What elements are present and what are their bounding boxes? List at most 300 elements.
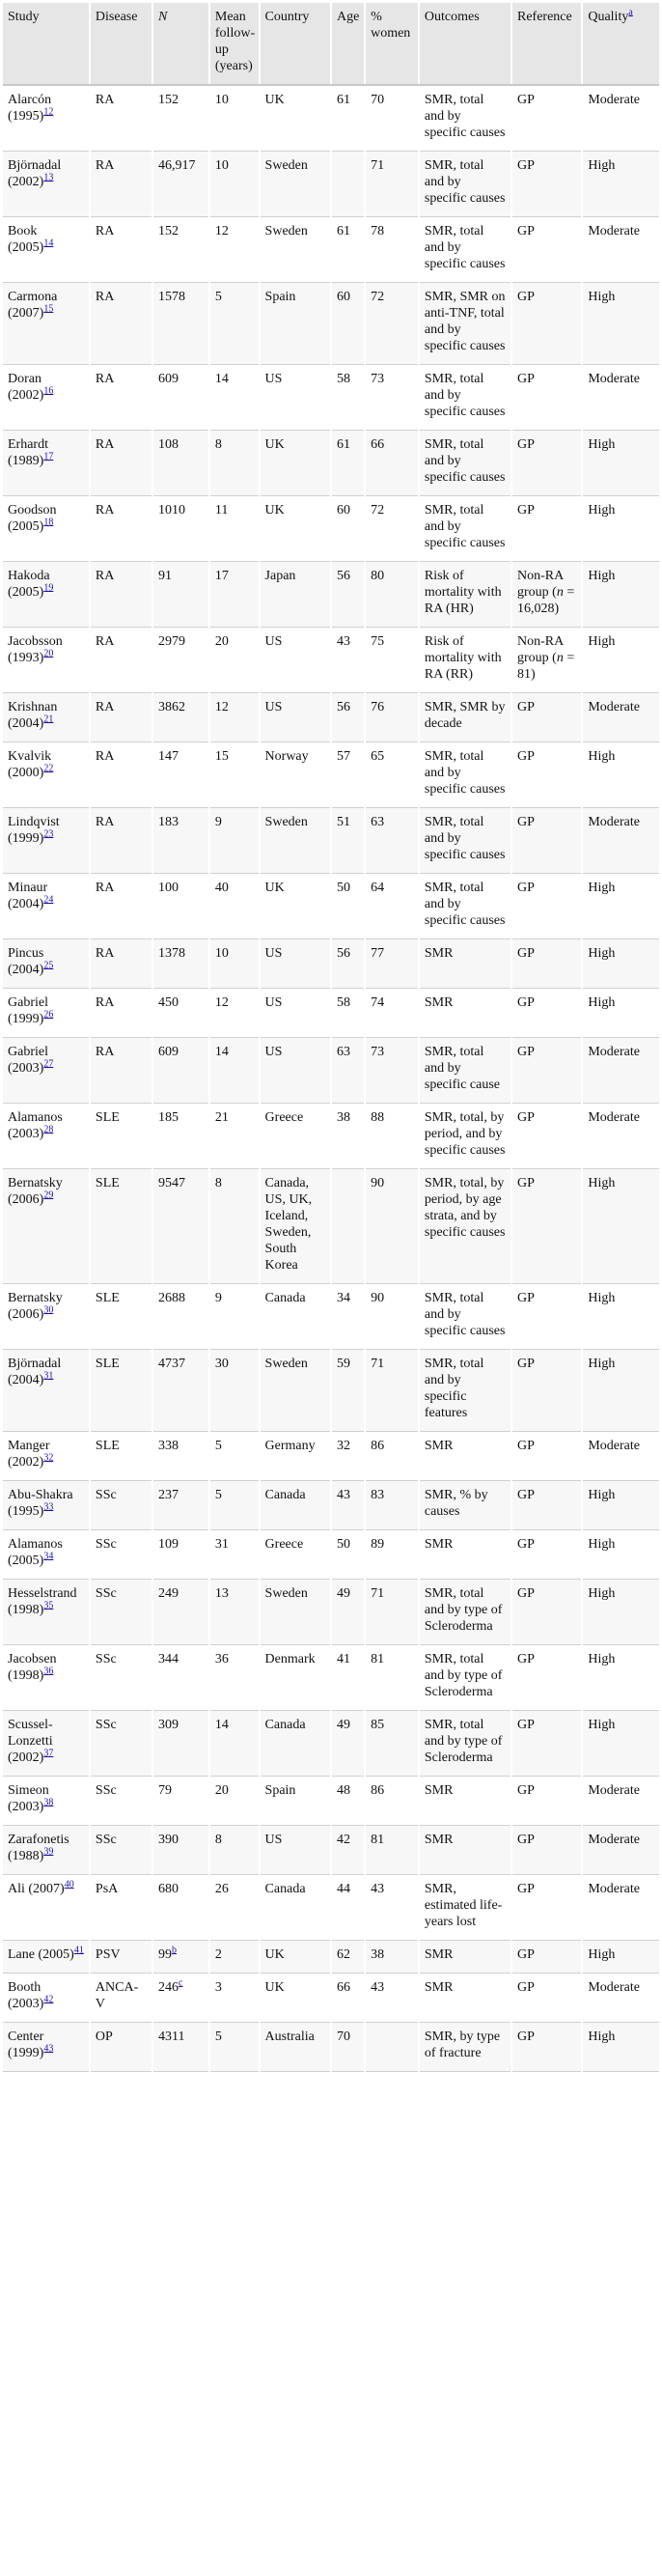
study-cell bbox=[3, 1645, 90, 1711]
n-cell bbox=[152, 85, 209, 152]
country-cell: Canada bbox=[260, 1481, 331, 1530]
study-cell bbox=[3, 1974, 90, 2023]
age-cell: 51 bbox=[331, 808, 365, 874]
study-cell bbox=[3, 1711, 90, 1777]
disease-cell: SSc bbox=[90, 1530, 152, 1580]
header-disease: Disease bbox=[90, 3, 152, 85]
country-cell: Greece bbox=[260, 1104, 331, 1169]
age-cell: 63 bbox=[331, 1038, 365, 1104]
study-cell bbox=[3, 1104, 90, 1169]
n-value: 2688 bbox=[158, 1291, 185, 1305]
disease-cell: ANCA-V bbox=[90, 1974, 152, 2023]
n-cell bbox=[152, 808, 209, 874]
reference-link[interactable]: 21 bbox=[43, 714, 54, 725]
reference-link[interactable]: 43 bbox=[43, 2043, 54, 2055]
n-value: 237 bbox=[158, 1488, 179, 1502]
reference-link[interactable]: 35 bbox=[43, 1600, 54, 1611]
n-cell bbox=[152, 217, 209, 283]
n-value: 100 bbox=[158, 881, 179, 895]
reference-link[interactable]: 13 bbox=[43, 172, 54, 183]
outcomes-cell: SMR, total and by specific causes bbox=[419, 152, 511, 217]
disease-cell: RA bbox=[90, 562, 152, 628]
reference-cell: GP bbox=[511, 283, 582, 365]
followup-cell: 10 bbox=[209, 152, 260, 217]
n-cell bbox=[152, 152, 209, 217]
disease-cell: RA bbox=[90, 939, 152, 989]
age-cell: 49 bbox=[331, 1711, 365, 1777]
age-cell: 32 bbox=[331, 1432, 365, 1481]
table-row bbox=[3, 1530, 659, 1580]
disease-cell: SSc bbox=[90, 1777, 152, 1826]
age-cell bbox=[331, 1169, 365, 1284]
followup-cell: 5 bbox=[209, 283, 260, 365]
quality-cell: High bbox=[582, 742, 659, 808]
women-cell: 81 bbox=[365, 1826, 419, 1875]
study-cell bbox=[3, 1169, 90, 1284]
followup-cell: 36 bbox=[209, 1645, 260, 1711]
followup-cell: 9 bbox=[209, 808, 260, 874]
n-cell bbox=[152, 365, 209, 431]
disease-cell: RA bbox=[90, 431, 152, 496]
study-name: Alamanos (2005) bbox=[8, 1537, 63, 1568]
n-cell bbox=[152, 1284, 209, 1350]
table-row bbox=[3, 431, 659, 496]
n-value: 4311 bbox=[158, 2030, 185, 2044]
quality-cell: High bbox=[582, 1284, 659, 1350]
study-cell bbox=[3, 283, 90, 365]
outcomes-cell: SMR, by type of fracture bbox=[419, 2023, 511, 2072]
table-row bbox=[3, 365, 659, 431]
age-cell: 41 bbox=[331, 1645, 365, 1711]
quality-cell: High bbox=[582, 2023, 659, 2072]
reference-link[interactable]: 24 bbox=[43, 894, 54, 906]
reference-link[interactable]: 42 bbox=[43, 1994, 54, 2005]
outcomes-cell: SMR, total and by specific causes bbox=[419, 496, 511, 562]
country-cell: UK bbox=[260, 1941, 331, 1974]
table-row bbox=[3, 1350, 659, 1432]
outcomes-cell: SMR, total and by specific causes bbox=[419, 808, 511, 874]
women-cell: 78 bbox=[365, 217, 419, 283]
followup-cell: 10 bbox=[209, 939, 260, 989]
study-cell bbox=[3, 628, 90, 693]
table-row bbox=[3, 562, 659, 628]
disease-cell: SSc bbox=[90, 1826, 152, 1875]
women-cell: 74 bbox=[365, 989, 419, 1038]
outcomes-cell: SMR bbox=[419, 989, 511, 1038]
outcomes-cell: SMR bbox=[419, 1432, 511, 1481]
outcomes-cell: SMR, total and by specific causes bbox=[419, 85, 511, 152]
study-cell bbox=[3, 431, 90, 496]
n-cell bbox=[152, 628, 209, 693]
reference-cell: GP bbox=[511, 1580, 582, 1645]
n-cell bbox=[152, 874, 209, 939]
followup-cell: 5 bbox=[209, 1432, 260, 1481]
n-cell bbox=[152, 431, 209, 496]
followup-cell: 17 bbox=[209, 562, 260, 628]
followup-cell: 9 bbox=[209, 1284, 260, 1350]
n-value: 99 bbox=[158, 1947, 172, 1962]
reference-cell: GP bbox=[511, 1875, 582, 1941]
followup-cell: 5 bbox=[209, 1481, 260, 1530]
quality-cell: High bbox=[582, 1481, 659, 1530]
followup-cell: 2 bbox=[209, 1941, 260, 1974]
reference-link[interactable]: 19 bbox=[43, 582, 54, 594]
study-cell bbox=[3, 1941, 90, 1974]
reference-link[interactable]: 17 bbox=[43, 451, 54, 462]
quality-cell: High bbox=[582, 431, 659, 496]
country-cell: Sweden bbox=[260, 1350, 331, 1432]
reference-link[interactable]: 32 bbox=[43, 1452, 54, 1464]
study-cell bbox=[3, 939, 90, 989]
women-cell: 73 bbox=[365, 1038, 419, 1104]
women-cell: 90 bbox=[365, 1284, 419, 1350]
reference-cell: GP bbox=[511, 808, 582, 874]
header-quality-label: Quality bbox=[588, 10, 629, 24]
country-cell: UK bbox=[260, 496, 331, 562]
country-cell: US bbox=[260, 693, 331, 742]
age-cell: 66 bbox=[331, 1974, 365, 2023]
reference-link[interactable]: 15 bbox=[43, 303, 54, 315]
n-footnote-link[interactable]: b bbox=[172, 1945, 177, 1956]
women-cell: 86 bbox=[365, 1777, 419, 1826]
women-cell: 71 bbox=[365, 1350, 419, 1432]
women-cell: 75 bbox=[365, 628, 419, 693]
n-value: 2979 bbox=[158, 634, 185, 649]
quality-cell: Moderate bbox=[582, 808, 659, 874]
disease-cell: SLE bbox=[90, 1169, 152, 1284]
outcomes-cell: SMR, total, by period, and by specific causes bbox=[419, 1104, 511, 1169]
n-cell bbox=[152, 562, 209, 628]
country-cell: Norway bbox=[260, 742, 331, 808]
reference-link[interactable]: 31 bbox=[43, 1370, 54, 1382]
reference-cell: GP bbox=[511, 1104, 582, 1169]
followup-cell: 5 bbox=[209, 2023, 260, 2072]
followup-cell: 8 bbox=[209, 431, 260, 496]
footnote-link[interactable]: a bbox=[628, 7, 633, 18]
table-row bbox=[3, 989, 659, 1038]
study-name: Manger (2002) bbox=[8, 1439, 50, 1470]
country-cell: Canada, US, UK, Iceland, Sweden, South Korea bbox=[260, 1169, 331, 1284]
n-value: 152 bbox=[158, 93, 179, 107]
n-cell bbox=[152, 1169, 209, 1284]
women-cell: 90 bbox=[365, 1169, 419, 1284]
reference-link[interactable]: 23 bbox=[43, 828, 54, 840]
women-cell: 77 bbox=[365, 939, 419, 989]
country-cell: Germany bbox=[260, 1432, 331, 1481]
disease-cell: RA bbox=[90, 496, 152, 562]
country-cell: Australia bbox=[260, 2023, 331, 2072]
women-cell: 72 bbox=[365, 283, 419, 365]
age-cell: 70 bbox=[331, 2023, 365, 2072]
age-cell: 38 bbox=[331, 1104, 365, 1169]
study-name: Alamanos (2003) bbox=[8, 1110, 63, 1141]
reference-cell: GP bbox=[511, 1530, 582, 1580]
reference-cell: GP bbox=[511, 1432, 582, 1481]
age-cell: 42 bbox=[331, 1826, 365, 1875]
followup-cell: 21 bbox=[209, 1104, 260, 1169]
n-symbol: n bbox=[556, 651, 564, 665]
quality-cell: High bbox=[582, 989, 659, 1038]
n-value: 108 bbox=[158, 437, 179, 452]
table-row bbox=[3, 1875, 659, 1941]
n-cell bbox=[152, 1530, 209, 1580]
n-value: 609 bbox=[158, 372, 179, 386]
disease-cell: RA bbox=[90, 742, 152, 808]
outcomes-cell: SMR, total and by specific causes bbox=[419, 431, 511, 496]
disease-cell: PSV bbox=[90, 1941, 152, 1974]
n-cell bbox=[152, 693, 209, 742]
age-cell: 61 bbox=[331, 431, 365, 496]
n-value: 185 bbox=[158, 1110, 179, 1125]
n-footnote-link[interactable]: c bbox=[179, 1977, 183, 1989]
women-cell: 81 bbox=[365, 1645, 419, 1711]
disease-cell: SSc bbox=[90, 1580, 152, 1645]
quality-cell: Moderate bbox=[582, 85, 659, 152]
table-row bbox=[3, 1432, 659, 1481]
study-name: Doran (2002) bbox=[8, 372, 44, 403]
reference-link[interactable]: 18 bbox=[43, 517, 54, 528]
n-cell bbox=[152, 1350, 209, 1432]
age-cell: 56 bbox=[331, 693, 365, 742]
outcomes-cell: SMR, total and by specific causes bbox=[419, 1284, 511, 1350]
disease-cell: RA bbox=[90, 152, 152, 217]
country-cell: UK bbox=[260, 1974, 331, 2023]
followup-cell: 14 bbox=[209, 1711, 260, 1777]
reference-link[interactable]: 12 bbox=[43, 106, 54, 118]
country-cell: US bbox=[260, 989, 331, 1038]
women-cell: 86 bbox=[365, 1432, 419, 1481]
women-cell: 70 bbox=[365, 85, 419, 152]
study-cell bbox=[3, 562, 90, 628]
n-value: 450 bbox=[158, 995, 179, 1010]
age-cell: 58 bbox=[331, 365, 365, 431]
table-row bbox=[3, 1481, 659, 1530]
followup-cell: 8 bbox=[209, 1169, 260, 1284]
reference-link[interactable]: 34 bbox=[43, 1551, 54, 1562]
reference-link[interactable]: 33 bbox=[43, 1501, 54, 1513]
study-name: Kvalvik (2000) bbox=[8, 749, 52, 780]
table-row bbox=[3, 1104, 659, 1169]
table-row bbox=[3, 939, 659, 989]
age-cell: 60 bbox=[331, 496, 365, 562]
table-row bbox=[3, 1038, 659, 1104]
outcomes-cell: SMR bbox=[419, 1974, 511, 2023]
quality-cell: Moderate bbox=[582, 1038, 659, 1104]
country-cell: Spain bbox=[260, 283, 331, 365]
outcomes-cell: SMR, total and by type of Scleroderma bbox=[419, 1645, 511, 1711]
outcomes-cell: SMR bbox=[419, 1826, 511, 1875]
quality-cell: High bbox=[582, 1711, 659, 1777]
table-row bbox=[3, 742, 659, 808]
outcomes-cell: SMR, total, by period, by age strata, and by specific causes bbox=[419, 1169, 511, 1284]
followup-cell: 11 bbox=[209, 496, 260, 562]
study-cell bbox=[3, 85, 90, 152]
n-cell bbox=[152, 1777, 209, 1826]
outcomes-cell: SMR bbox=[419, 1777, 511, 1826]
reference-link[interactable]: 38 bbox=[43, 1797, 54, 1808]
reference-link[interactable]: 40 bbox=[64, 1879, 74, 1890]
disease-cell: PsA bbox=[90, 1875, 152, 1941]
study-name: Carmona (2007) bbox=[8, 290, 58, 321]
country-cell: US bbox=[260, 939, 331, 989]
reference-link[interactable]: 30 bbox=[43, 1304, 54, 1316]
followup-cell: 15 bbox=[209, 742, 260, 808]
reference-link[interactable]: 25 bbox=[43, 960, 54, 971]
study-name: Alarcón (1995) bbox=[8, 93, 52, 124]
quality-cell: Moderate bbox=[582, 1826, 659, 1875]
outcomes-cell: Risk of mortality with RA (RR) bbox=[419, 628, 511, 693]
table-row bbox=[3, 628, 659, 693]
followup-cell: 14 bbox=[209, 365, 260, 431]
table-row bbox=[3, 1169, 659, 1284]
table-row bbox=[3, 2023, 659, 2072]
table-row bbox=[3, 1826, 659, 1875]
quality-cell: High bbox=[582, 628, 659, 693]
country-cell: Canada bbox=[260, 1284, 331, 1350]
reference-link[interactable]: 41 bbox=[73, 1945, 84, 1956]
age-cell: 50 bbox=[331, 874, 365, 939]
n-cell bbox=[152, 989, 209, 1038]
study-cell bbox=[3, 1038, 90, 1104]
age-cell: 59 bbox=[331, 1350, 365, 1432]
country-cell: Spain bbox=[260, 1777, 331, 1826]
women-cell: 63 bbox=[365, 808, 419, 874]
quality-cell: High bbox=[582, 283, 659, 365]
study-cell bbox=[3, 1432, 90, 1481]
study-name: Erhardt (1989) bbox=[8, 437, 48, 468]
reference-cell: GP bbox=[511, 1826, 582, 1875]
women-cell: 64 bbox=[365, 874, 419, 939]
outcomes-cell: SMR, SMR by decade bbox=[419, 693, 511, 742]
study-name: Pincus (2004) bbox=[8, 946, 44, 977]
reference-link[interactable]: 29 bbox=[43, 1190, 54, 1201]
quality-cell: High bbox=[582, 1941, 659, 1974]
disease-cell: SLE bbox=[90, 1432, 152, 1481]
quality-cell: High bbox=[582, 1350, 659, 1432]
reference-link[interactable]: 22 bbox=[43, 763, 54, 774]
reference-link[interactable]: 27 bbox=[43, 1058, 54, 1070]
outcomes-cell: SMR, % by causes bbox=[419, 1481, 511, 1530]
age-cell: 43 bbox=[331, 628, 365, 693]
n-value: 390 bbox=[158, 1833, 179, 1847]
n-value: 91 bbox=[158, 569, 172, 583]
followup-cell: 8 bbox=[209, 1826, 260, 1875]
study-cell bbox=[3, 989, 90, 1038]
n-value: 338 bbox=[158, 1439, 179, 1453]
quality-cell: High bbox=[582, 1169, 659, 1284]
study-cell bbox=[3, 1284, 90, 1350]
study-name: Krishnan (2004) bbox=[8, 700, 58, 731]
followup-cell: 14 bbox=[209, 1038, 260, 1104]
header-n: N bbox=[152, 3, 209, 85]
reference-cell: GP bbox=[511, 152, 582, 217]
outcomes-cell: SMR bbox=[419, 939, 511, 989]
study-name: Gabriel (1999) bbox=[8, 995, 48, 1026]
country-cell: Sweden bbox=[260, 152, 331, 217]
women-cell: 71 bbox=[365, 1580, 419, 1645]
reference-cell: GP bbox=[511, 1350, 582, 1432]
reference-cell: GP bbox=[511, 989, 582, 1038]
quality-cell: High bbox=[582, 152, 659, 217]
disease-cell: RA bbox=[90, 283, 152, 365]
reference-link[interactable]: 26 bbox=[43, 1009, 54, 1021]
study-name: Jacobsen (1998) bbox=[8, 1652, 57, 1683]
disease-cell: SLE bbox=[90, 1350, 152, 1432]
women-cell: 83 bbox=[365, 1481, 419, 1530]
women-cell: 43 bbox=[365, 1875, 419, 1941]
study-cell bbox=[3, 1350, 90, 1432]
disease-cell: SLE bbox=[90, 1104, 152, 1169]
reference-link[interactable]: 16 bbox=[43, 385, 54, 397]
study-name: Hakoda (2005) bbox=[8, 569, 50, 600]
disease-cell: RA bbox=[90, 989, 152, 1038]
followup-cell: 12 bbox=[209, 693, 260, 742]
header-quality bbox=[582, 3, 659, 85]
reference-link[interactable]: 14 bbox=[43, 238, 54, 249]
n-cell bbox=[152, 1104, 209, 1169]
reference-link[interactable]: 37 bbox=[43, 1748, 54, 1759]
header-country: Country bbox=[260, 3, 331, 85]
age-cell: 57 bbox=[331, 742, 365, 808]
country-cell: UK bbox=[260, 874, 331, 939]
quality-cell: Moderate bbox=[582, 1875, 659, 1941]
age-cell: 56 bbox=[331, 562, 365, 628]
quality-cell: Moderate bbox=[582, 1777, 659, 1826]
followup-cell: 12 bbox=[209, 217, 260, 283]
table-row bbox=[3, 693, 659, 742]
n-cell bbox=[152, 1038, 209, 1104]
study-cell bbox=[3, 1875, 90, 1941]
country-cell: UK bbox=[260, 85, 331, 152]
n-value: 609 bbox=[158, 1045, 179, 1059]
country-cell: US bbox=[260, 1038, 331, 1104]
reference-cell: GP bbox=[511, 1777, 582, 1826]
reference-cell: GP bbox=[511, 85, 582, 152]
women-cell: 38 bbox=[365, 1941, 419, 1974]
table-row bbox=[3, 874, 659, 939]
n-value: 680 bbox=[158, 1882, 179, 1896]
reference-link[interactable]: 20 bbox=[43, 648, 54, 659]
reference-cell: Non-RA group (n = 16,028) bbox=[511, 562, 582, 628]
study-name: Bernatsky (2006) bbox=[8, 1291, 63, 1322]
table-row bbox=[3, 283, 659, 365]
reference-link[interactable]: 28 bbox=[43, 1124, 54, 1135]
reference-link[interactable]: 39 bbox=[43, 1846, 54, 1858]
disease-cell: OP bbox=[90, 2023, 152, 2072]
women-cell: 89 bbox=[365, 1530, 419, 1580]
reference-cell: GP bbox=[511, 1481, 582, 1530]
reference-cell: GP bbox=[511, 496, 582, 562]
n-value: 183 bbox=[158, 815, 179, 829]
disease-cell: SSc bbox=[90, 1711, 152, 1777]
followup-cell: 13 bbox=[209, 1580, 260, 1645]
n-cell bbox=[152, 1941, 209, 1974]
reference-cell: GP bbox=[511, 217, 582, 283]
header-followup: Mean follow-up (years) bbox=[209, 3, 260, 85]
disease-cell: RA bbox=[90, 365, 152, 431]
study-name: Scussel-Lonzetti (2002) bbox=[8, 1718, 53, 1765]
header-age: Age bbox=[331, 3, 365, 85]
age-cell: 56 bbox=[331, 939, 365, 989]
n-value: 109 bbox=[158, 1537, 179, 1552]
outcomes-cell: SMR, SMR on anti-TNF, total and by specific causes bbox=[419, 283, 511, 365]
reference-link[interactable]: 36 bbox=[43, 1666, 54, 1677]
study-cell bbox=[3, 808, 90, 874]
quality-cell: Moderate bbox=[582, 217, 659, 283]
country-cell: US bbox=[260, 1826, 331, 1875]
n-value: 4737 bbox=[158, 1357, 185, 1371]
table-row bbox=[3, 1284, 659, 1350]
